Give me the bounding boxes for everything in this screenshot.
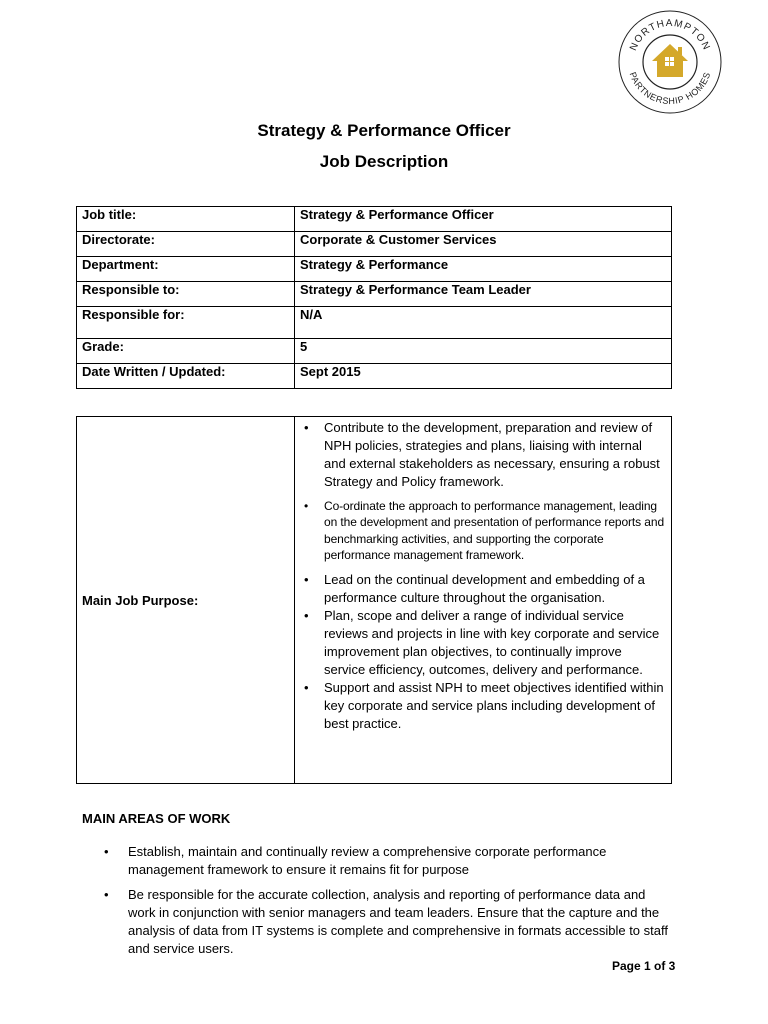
bullet-text: Plan, scope and deliver a range of individual service reviews and projects in line with key corporate and service improvement plan objectives, to continually improve service efficiency, outcomes, delivery and performance. [324,607,660,677]
info-value: N/A [295,307,672,339]
list-item [301,571,665,607]
main-job-purpose-label: Main Job Purpose: [77,417,295,784]
bullet-icon: • [304,499,309,513]
info-label: Responsible to: [77,282,295,307]
main-job-purpose-cell [295,417,672,784]
info-label: Department: [77,257,295,282]
info-label: Directorate: [77,232,295,257]
table-row [77,257,672,282]
info-value: 5 [295,339,672,364]
bullet-text: Support and assist NPH to meet objectives identified within key corporate and service plans including development of best practice. [324,679,664,731]
table-row [77,364,672,389]
info-value: Strategy & Performance [295,257,672,282]
info-label: Grade: [77,339,295,364]
bullet-text: Establish, maintain and continually review a comprehensive corporate performance management framework to ensure it remains fit for purpose [128,844,607,877]
list-item [301,498,665,564]
list-item [301,679,665,733]
info-value: Strategy & Performance Team Leader [295,282,672,307]
list-item [100,886,670,958]
bullet-icon: • [104,887,109,902]
table-row [77,417,672,784]
bullet-icon: • [304,571,309,587]
table-row [77,232,672,257]
list-item [301,419,665,491]
main-job-purpose-table [76,416,672,784]
main-areas-list [100,843,670,965]
bullet-text: Be responsible for the accurate collection, analysis and reporting of performance data and work in conjunction with senior managers and team leaders. Ensure that the capture and the analysis of data from IT systems is complete and comprehensive in formats accessible to staff and service users. [128,887,668,956]
bullet-icon: • [304,679,309,695]
info-label: Job title: [77,207,295,232]
info-label: Responsible for: [77,307,295,339]
page-title: Strategy & Performance Officer [257,121,511,140]
page-number: Page 1 of 3 [612,959,676,973]
main-areas-heading: MAIN AREAS OF WORK [82,811,231,826]
info-label: Date Written / Updated: [77,364,295,389]
purpose-bullet-list [301,419,665,733]
info-value: Sept 2015 [295,364,672,389]
list-item [100,843,670,879]
info-value: Strategy & Performance Officer [295,207,672,232]
page-subtitle: Job Description [319,152,449,171]
bullet-text: Contribute to the development, preparation and review of NPH policies, strategies and plans, liaising with internal and external stakeholders as necessary, ensuring a robust Strategy and Policy framework. [324,420,660,489]
bullet-icon: • [304,420,309,435]
house-icon [652,44,688,77]
list-item [301,607,665,679]
northampton-partnership-homes-logo [617,9,723,115]
bullet-text: Co-ordinate the approach to performance management, leading on the development and presentation of performance reports and benchmarking activities, and supporting the corporate performance management framework. [324,499,665,563]
info-value: Corporate & Customer Services [295,232,672,257]
table-row [77,207,672,232]
bullet-icon: • [304,607,309,623]
logo-text-top: NORTHAMPTON [628,17,712,53]
bullet-icon: • [104,844,109,859]
bullet-text: Lead on the continual development and embedding of a performance culture throughout the organisation. [324,571,645,605]
table-row [77,339,672,364]
job-info-table [76,206,672,389]
table-row [77,307,672,339]
table-row [77,282,672,307]
logo-text-bottom: PARTNERSHIP HOMES [627,70,713,107]
